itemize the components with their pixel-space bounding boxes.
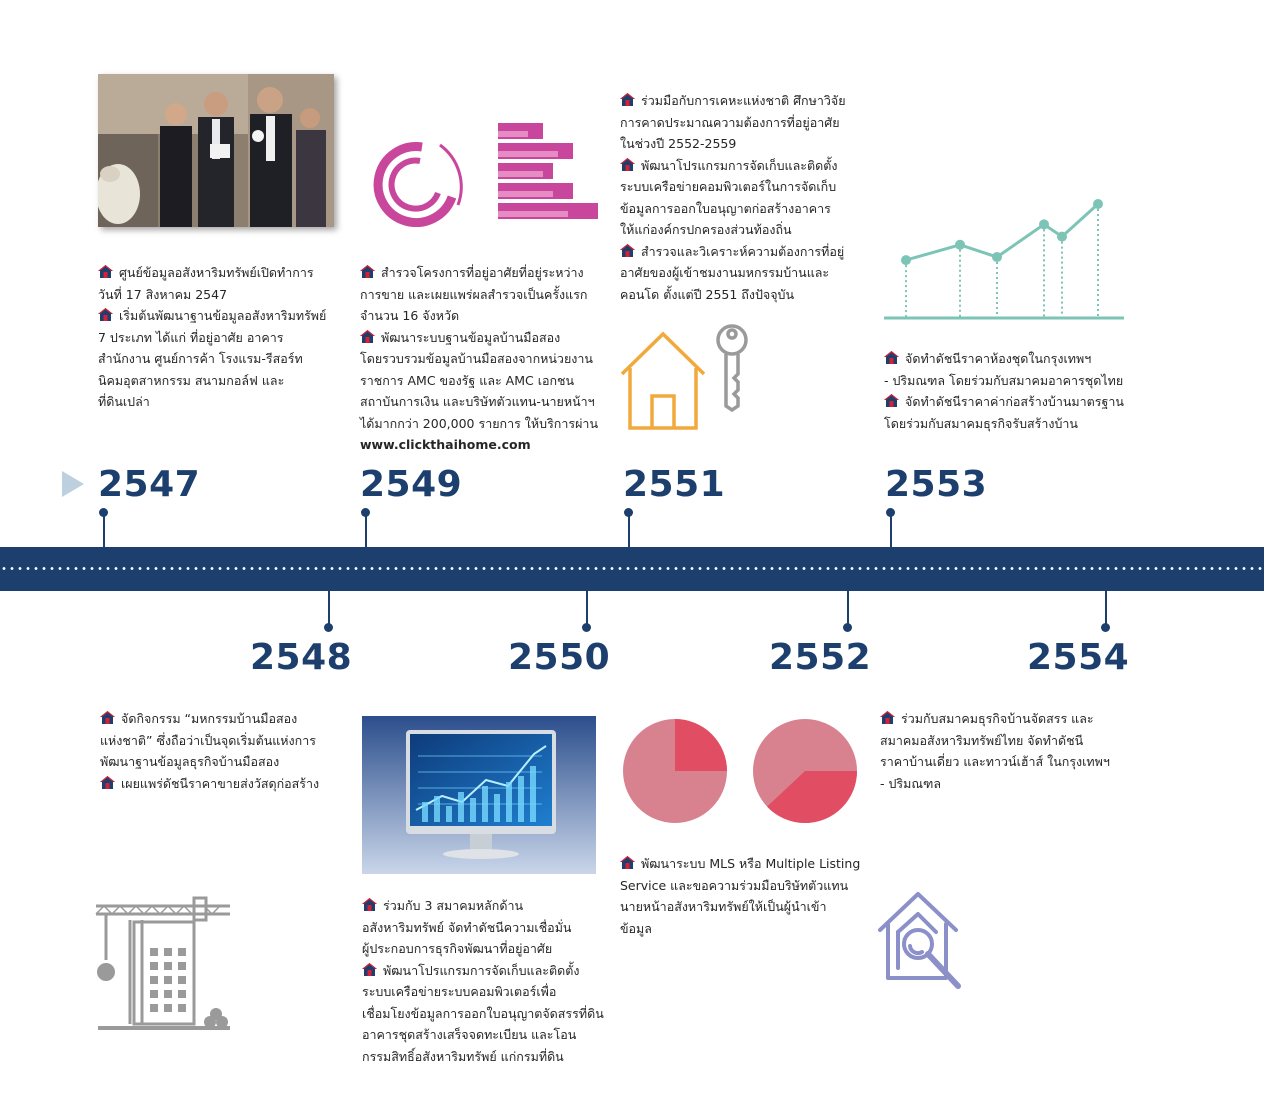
entry-2551-line-7: ให้แก่องค์กรปกครองส่วนท้องถิ่น	[620, 222, 792, 237]
pie-chart-icon	[750, 716, 860, 826]
entry-2547	[98, 262, 338, 413]
entry-2553-item-1	[884, 348, 1144, 370]
entry-2550-line-7: อาคารชุดสร้างเสร็จจดทะเบียน และโอน	[362, 1027, 577, 1042]
entry-2550-line-2: อสังหาริมทรัพย์ จัดทำดัชนีความเชื่อมั่น	[362, 919, 572, 935]
entry-2551-item-2-text: พัฒนาโปรแกรมการจัดเก็บและติดตั้ง	[641, 157, 838, 173]
entry-2550-item-1	[362, 895, 612, 917]
computer-monitor-photo	[362, 716, 596, 874]
year-2548: 2548	[250, 637, 353, 678]
tick-dot-2554	[1101, 623, 1110, 632]
year-2549: 2549	[360, 464, 463, 505]
entry-2552-item-1	[620, 853, 870, 875]
entry-2551-item-3	[620, 241, 870, 263]
house-bullet-icon	[98, 265, 113, 278]
entry-2550-item-1-text: ร่วมกับ 3 สมาคมหลักด้าน	[383, 898, 524, 913]
year-2551: 2551	[623, 464, 726, 505]
year-2553: 2553	[885, 464, 988, 505]
entry-2547-item-2	[98, 305, 338, 327]
entry-2547-item-2-text: เริ่มต้นพัฒนาฐานข้อมูลอสังหาริมทรัพย์	[119, 308, 327, 323]
entry-2547-item-1-text: ศูนย์ข้อมูลอสังหาริมทรัพย์เปิดทำการ	[119, 265, 314, 280]
construction-crane-building-icon	[94, 896, 234, 1034]
house-bullet-icon	[884, 351, 899, 364]
key-icon	[712, 322, 752, 412]
line-chart-point	[955, 240, 965, 250]
entry-2549	[360, 262, 610, 456]
entry-2553-line-2: - ปริมณฑล โดยร่วมกับสมาคมอาคารชุดไทย	[884, 372, 1124, 388]
line-chart-point	[992, 252, 1002, 262]
entry-2550-line-6: เชื่อมโยงข้อมูลการออกใบอนุญาตจัดสรรที่ดิน	[362, 1005, 604, 1021]
opening-ceremony-photo	[98, 74, 334, 227]
tick-2550	[586, 590, 588, 626]
house-bullet-icon	[620, 244, 635, 257]
entry-2554	[880, 708, 1140, 794]
entry-2548-item-2-text: เผยแพร่ดัชนีราคาขายส่งวัสดุก่อสร้าง	[121, 775, 320, 791]
entry-2551-line-10: คอนโด ตั้งแต่ปี 2551 ถึงปัจจุบัน	[620, 286, 795, 302]
entry-2549-line-7: สถาบันการเงิน และบริษัทตัวแทน-นายหน้าฯ	[360, 394, 595, 409]
entry-2550-item-2-text: พัฒนาโปรแกรมการจัดเก็บและติดตั้ง	[383, 962, 580, 978]
entry-2551-line-6: ข้อมูลการออกใบอนุญาตก่อสร้างอาคาร	[620, 200, 831, 216]
house-search-icon	[876, 890, 966, 994]
entry-2554-item-1	[880, 708, 1140, 730]
house-bullet-icon	[360, 330, 375, 343]
entry-2550-line-8: กรรมสิทธิ์อสังหาริมทรัพย์ แก่กรมที่ดิน	[362, 1048, 564, 1064]
year-2550: 2550	[508, 637, 611, 678]
entry-2548-line-2: แห่งชาติ” ซึ่งถือว่าเป็นจุดเริ่มต้นแห่งการ	[100, 732, 316, 748]
line-chart-point	[1057, 232, 1067, 242]
entry-2548-item-2	[100, 773, 340, 795]
house-bullet-icon	[362, 963, 377, 976]
entry-2550	[362, 895, 612, 1067]
house-bullet-icon	[620, 856, 635, 869]
pie-chart-icon	[620, 716, 730, 826]
entry-2547-line-4: สำนักงาน ศูนย์การค้า โรงแรม-รีสอร์ท	[98, 351, 303, 366]
house-bullet-icon	[100, 776, 115, 789]
entry-2553-item-2	[884, 391, 1144, 413]
entry-2551-item-1	[620, 90, 870, 112]
entry-2549-line-6: ราชการ AMC ของรัฐ และ AMC เอกชน	[360, 372, 575, 388]
entry-2551-item-1-text: ร่วมมือกับการเคหะแห่งชาติ ศึกษาวิจัย	[641, 93, 846, 108]
entry-2551	[620, 90, 870, 305]
entry-2551-line-9: อาศัยของผู้เข้าชมงานมหกรรมบ้านและ	[620, 265, 830, 280]
pie-slice	[675, 719, 727, 771]
entry-2551-item-2	[620, 155, 870, 177]
tick-dot-2547	[99, 508, 108, 517]
line-chart-point	[1093, 199, 1103, 209]
entry-2552-line-2: Service และขอความร่วมมือบริษัทตัวแทน	[620, 877, 849, 893]
entry-2552-line-4: ข้อมูล	[620, 920, 652, 936]
tick-2551	[628, 512, 630, 548]
entry-2551-line-5: ระบบเครือข่ายคอมพิวเตอร์ในการจัดเก็บ	[620, 179, 837, 194]
tick-2549	[365, 512, 367, 548]
entry-2551-line-3: ในช่วงปี 2552-2559	[620, 136, 737, 151]
line-chart-point	[1039, 219, 1049, 229]
house-bullet-icon	[620, 158, 635, 171]
tick-dot-2552	[843, 623, 852, 632]
house-bullet-icon	[884, 394, 899, 407]
house-bullet-icon	[880, 711, 895, 724]
tick-2554	[1105, 590, 1107, 626]
entry-2553-line-4: โดยร่วมกับสมาคมธุรกิจรับสร้างบ้าน	[884, 415, 1078, 431]
line-chart-icon	[884, 196, 1124, 324]
tick-2552	[847, 590, 849, 626]
entry-2552-item-1-text: พัฒนาระบบ MLS หรือ Multiple Listing	[641, 856, 861, 871]
timeline-dotted-line	[0, 567, 1264, 570]
entry-2553-item-1-text: จัดทำดัชนีราคาห้องชุดในกรุงเทพฯ	[905, 351, 1092, 366]
entry-2549-item-1	[360, 262, 610, 284]
entry-2549-item-2	[360, 327, 610, 349]
entry-2550-line-3: ผู้ประกอบการธุรกิจพัฒนาที่อยู่อาศัย	[362, 941, 553, 956]
house-bullet-icon	[362, 898, 377, 911]
entry-2550-line-5: ระบบเครือข่ายระบบคอมพิวเตอร์เพื่อ	[362, 984, 557, 999]
tick-dot-2551	[624, 508, 633, 517]
timeline-start-arrow-icon	[62, 471, 84, 497]
house-outline-icon	[620, 330, 706, 430]
entry-2547-item-1	[98, 262, 338, 284]
tick-2553	[890, 512, 892, 548]
entry-2554-line-2: สมาคมอสังหาริมทรัพย์ไทย จัดทำดัชนี	[880, 732, 1084, 748]
tick-2548	[328, 590, 330, 626]
entry-2554-line-4: - ปริมณฑล	[880, 775, 942, 791]
entry-2549-line-2: การขาย และเผยแพร่ผลสำรวจเป็นครั้งแรก	[360, 286, 588, 302]
house-bullet-icon	[100, 711, 115, 724]
horizontal-bar-chart-icon	[498, 123, 598, 233]
year-2552: 2552	[769, 637, 872, 678]
entry-2547-item-1-cont: วันที่ 17 สิงหาคม 2547	[98, 286, 228, 302]
entry-2548-item-1-text: จัดกิจกรรม “มหกรรมบ้านมือสอง	[121, 711, 298, 726]
entry-2551-item-3-text: สำรวจและวิเคราะห์ความต้องการที่อยู่	[641, 243, 845, 259]
entry-2552	[620, 853, 870, 939]
entry-2549-line-5: โดยรวบรวมข้อมูลบ้านมือสองจากหน่วยงาน	[360, 351, 593, 366]
entry-2550-item-2	[362, 960, 612, 982]
entry-2554-line-3: ราคาบ้านเดี่ยว และทาวน์เฮ้าส์ ในกรุงเทพฯ	[880, 754, 1110, 769]
entry-2547-line-6: ที่ดินเปล่า	[98, 394, 150, 409]
house-bullet-icon	[620, 93, 635, 106]
tick-2547	[103, 512, 105, 548]
entry-2549-item-2-text: พัฒนาระบบฐานข้อมูลบ้านมือสอง	[381, 329, 561, 345]
tick-dot-2549	[361, 508, 370, 517]
entry-2549-line-8: ได้มากกว่า 200,000 รายการ ให้บริการผ่าน	[360, 415, 598, 431]
year-2547: 2547	[98, 464, 201, 505]
tick-dot-2550	[582, 623, 591, 632]
entry-2553-item-2-text: จัดทำดัชนีราคาค่าก่อสร้างบ้านมาตรฐาน	[905, 394, 1124, 409]
entry-2554-item-1-text: ร่วมกับสมาคมธุรกิจบ้านจัดสรร และ	[901, 711, 1094, 726]
entry-2551-line-2: การคาดประมาณความต้องการที่อยู่อาศัย	[620, 114, 840, 130]
entry-2549-item-1-text: สำรวจโครงการที่อยู่อาศัยที่อยู่ระหว่าง	[381, 265, 584, 280]
tick-dot-2548	[324, 623, 333, 632]
house-bullet-icon	[98, 308, 113, 321]
entry-2549-url: www.clickthaihome.com	[360, 437, 531, 452]
entry-2548	[100, 708, 340, 794]
entry-2549-line-3: จำนวน 16 จังหวัด	[360, 308, 460, 323]
entry-2548-line-3: พัฒนาฐานข้อมูลธุรกิจบ้านมือสอง	[100, 754, 280, 769]
line-chart-point	[901, 255, 911, 265]
entry-2547-line-3: 7 ประเภท ได้แก่ ที่อยู่อาศัย อาคาร	[98, 329, 284, 345]
entry-2552-line-3: นายหน้าอสังหาริมทรัพย์ให้เป็นผู้นำเข้า	[620, 899, 827, 914]
year-2554: 2554	[1027, 637, 1130, 678]
tick-dot-2553	[886, 508, 895, 517]
house-bullet-icon	[360, 265, 375, 278]
concentric-ring-chart-icon	[360, 135, 468, 227]
entry-2553	[884, 348, 1144, 434]
entry-2547-line-5: นิคมอุตสาหกรรม สนามกอล์ฟ และ	[98, 372, 285, 388]
entry-2548-item-1	[100, 708, 340, 730]
